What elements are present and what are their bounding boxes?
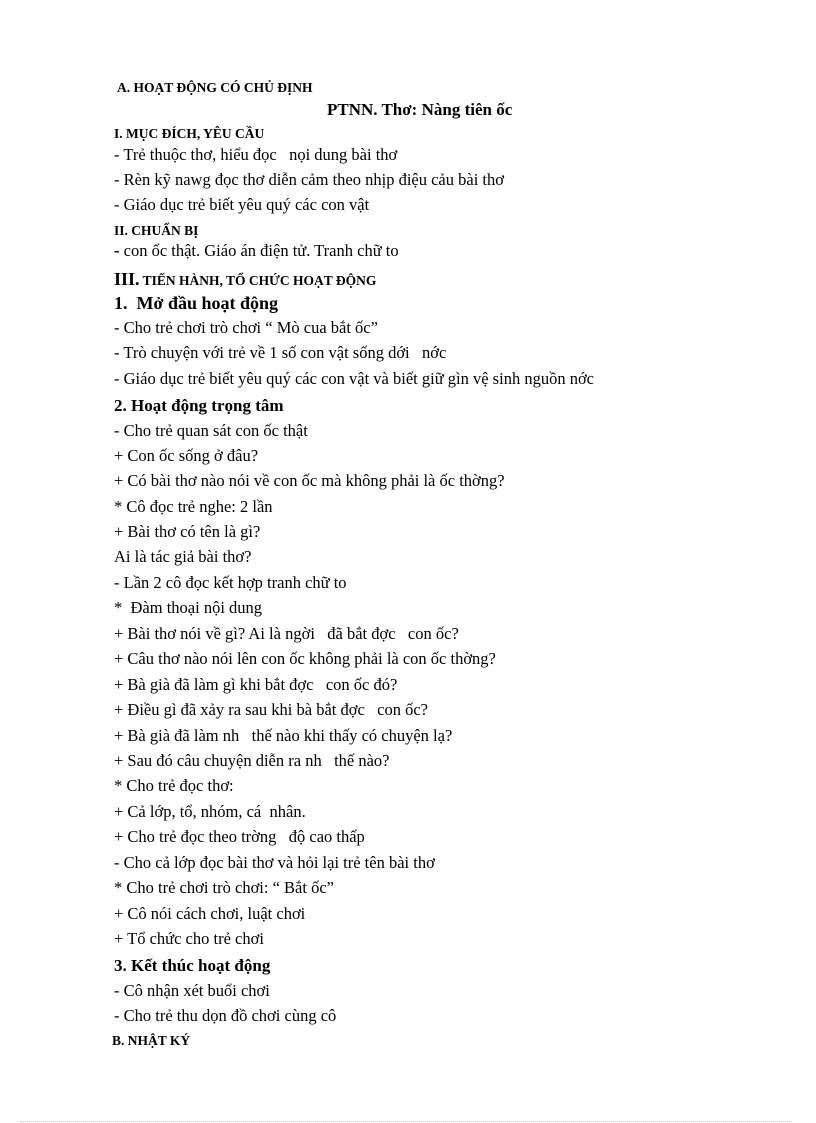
part2-heading: II. CHUẨN BỊ bbox=[114, 223, 199, 238]
part3-roman: III. bbox=[114, 269, 140, 289]
step2-line-3: + Có bài thơ nào nói về con ốc mà không phải là ốc thờng? bbox=[114, 471, 505, 490]
step2-line-21: + Tổ chức cho trẻ chơi bbox=[114, 929, 264, 948]
step2-line-8: * Đàm thoại nội dung bbox=[114, 598, 263, 617]
section-b-heading: B. NHẬT KÝ bbox=[112, 1033, 191, 1048]
step3-heading: 3. Kết thúc hoạt động bbox=[114, 956, 271, 975]
step1-line-1: - Cho trẻ chơi trò chơi “ Mò cua bắt ốc” bbox=[114, 318, 378, 337]
step2-line-18: - Cho cả lớp đọc bài thơ và hỏi lại trẻ tên bài thơ bbox=[114, 853, 435, 872]
step2-line-9: + Bài thơ nói về gì? Ai là ngời đã bắt đợc con ốc? bbox=[114, 624, 459, 643]
step2-line-15: * Cho trẻ đọc thơ: bbox=[114, 776, 234, 795]
section-a-heading: A. HOẠT ĐỘNG CÓ CHỦ ĐỊNH bbox=[117, 80, 313, 95]
step1-heading: 1. Mở đầu hoạt động bbox=[114, 293, 279, 313]
part1-heading: I. MỤC ĐÍCH, YÊU CẦU bbox=[114, 126, 265, 141]
step2-line-12: + Điều gì đã xảy ra sau khi bà bắt đợc con ốc? bbox=[114, 700, 429, 719]
step2-line-14: + Sau đó câu chuyện diễn ra nh thế nào? bbox=[114, 751, 390, 770]
step2-line-19: * Cho trẻ chơi trò chơi: “ Bắt ốc” bbox=[114, 878, 334, 897]
step2-line-4: * Cô đọc trẻ nghe: 2 lần bbox=[114, 497, 273, 516]
part3-title: TIẾN HÀNH, TỔ CHỨC HOẠT ĐỘNG bbox=[139, 273, 377, 288]
step2-line-6: Ai là tác giả bài thơ? bbox=[114, 547, 252, 566]
step2-line-1: - Cho trẻ quan sát con ốc thật bbox=[114, 421, 308, 440]
step3-line-1: - Cô nhận xét buổi chơi bbox=[114, 981, 270, 1000]
step2-heading: 2. Hoạt động trọng tâm bbox=[114, 396, 284, 415]
step2-line-2: + Con ốc sống ở đâu? bbox=[114, 446, 259, 465]
footer-divider bbox=[20, 1121, 792, 1122]
part1-line-1: - Trẻ thuộc thơ, hiểu đọc nọi dung bài thơ bbox=[114, 145, 398, 164]
step2-line-7: - Lần 2 cô đọc kết hợp tranh chữ to bbox=[114, 573, 347, 592]
step2-line-11: + Bà già đã làm gì khi bắt đợc con ốc đó? bbox=[114, 675, 398, 694]
part1-line-2: - Rèn kỹ nawg đọc thơ diễn cảm theo nhịp điệu cảu bài thơ bbox=[114, 170, 504, 189]
step2-line-13: + Bà già đã làm nh thế nào khi thấy có chuyện lạ? bbox=[114, 726, 453, 745]
part2-line bbox=[114, 243, 399, 260]
step2-line-16: + Cả lớp, tổ, nhóm, cá nhân. bbox=[114, 802, 306, 821]
step1-line-2: - Trò chuyện với trẻ về 1 số con vật sống dới nớc bbox=[114, 343, 447, 362]
step3-line-2: - Cho trẻ thu dọn đồ chơi cùng cô bbox=[114, 1006, 337, 1025]
step2-line-17: + Cho trẻ đọc theo trờng độ cao thấp bbox=[114, 827, 365, 846]
page-title: PTNN. Thơ: Nàng tiên ốc bbox=[327, 100, 513, 119]
step1-line-3: - Giáo dục trẻ biết yêu quý các con vật và biết giữ gìn vệ sinh nguồn nớc bbox=[114, 369, 594, 388]
step2-line-5: + Bài thơ có tên là gì? bbox=[114, 522, 261, 541]
part3-heading bbox=[114, 270, 376, 289]
part2-text: con ốc thật. Giáo án điện tử. Tranh chữ to bbox=[119, 241, 399, 260]
part2-dash: - bbox=[114, 241, 120, 260]
step2-line-20: + Cô nói cách chơi, luật chơi bbox=[114, 904, 306, 923]
part1-line-3: - Giáo dục trẻ biết yêu quý các con vật bbox=[114, 195, 370, 214]
step2-line-10: + Câu thơ nào nói lên con ốc không phải là con ốc thờng? bbox=[114, 649, 496, 668]
